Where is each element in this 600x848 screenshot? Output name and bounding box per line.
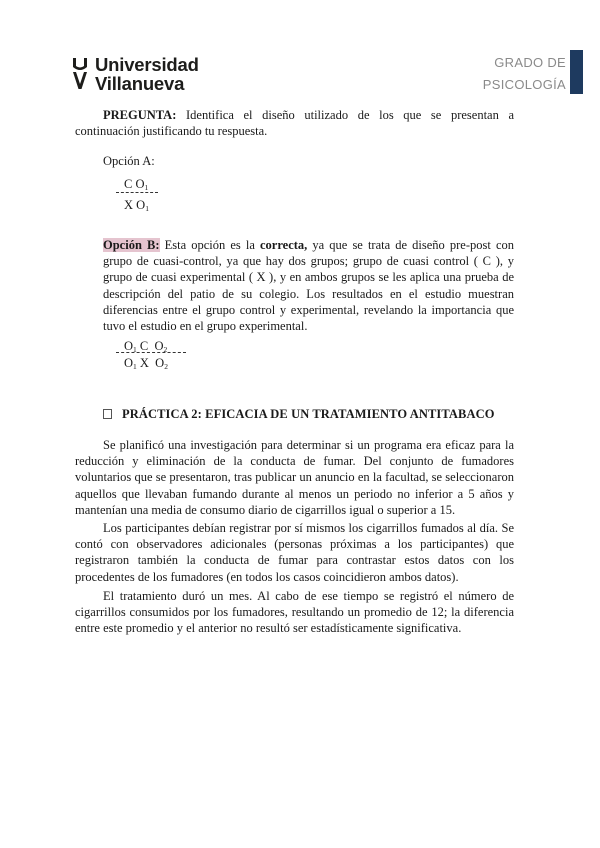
question-text: Identifica el diseño utilizado de los que se presentan a continuación justificando tu respuesta. (75, 108, 514, 139)
option-b-top-sub1: 1 (133, 345, 137, 354)
option-b-label: Opción B: (103, 238, 160, 252)
option-a-bottom-sub: 1 (145, 204, 149, 213)
option-a-bottom-row (124, 197, 149, 217)
option-b-bottom-sub1: 1 (133, 362, 137, 371)
question-label: PREGUNTA: (103, 108, 177, 122)
option-b-bottom-mid: X O (136, 356, 165, 370)
university-emblem-icon (72, 57, 88, 91)
body-paragraph-2: Los participantes debían registrar por sí mismos los cigarrillos fumados al día. Se contó con observadores adicionales (personas próximas a los participantes) que registraron también la conducta de fumar para contrastar estos datos con los procedentes de los fumadores (en todos los casos coincidieron ambos datos). (75, 521, 514, 584)
option-a-top-sub: 1 (144, 183, 149, 192)
option-b-top-o: O (124, 339, 134, 353)
university-line-2: Villanueva (95, 73, 185, 94)
option-b-bottom-sub2: 2 (164, 362, 168, 371)
checkbox-bullet-icon (103, 409, 112, 419)
option-a-bottom-letters: X O (124, 198, 146, 212)
degree-accent-bar (570, 50, 583, 94)
option-b-top-mid: C O (136, 339, 164, 353)
question-paragraph (75, 107, 514, 139)
degree-line-2: PSICOLOGÍA (482, 77, 566, 92)
section-title: PRÁCTICA 2: EFICACIA DE UN TRATAMIENTO ANTITABACO (122, 407, 495, 421)
option-b-text-2: ya que se trata de diseño pre-post con grupo de cuasi-control, ya que hay dos grupos; grupo de cuasi control ( C ), y grupo de cuasi experimental ( X ), y en ambos grupos se les aplica una prueba de descripción del patio de su colegio. Los resultados en el estudio muestran diferencias entre el grupo control y experimental, revelando la importancia que tuvo el estudio en el grupo experimental. (103, 238, 514, 334)
option-b-divider (116, 352, 186, 353)
university-name (95, 55, 199, 93)
option-a-divider (116, 192, 158, 193)
option-a-top-letters: C O (124, 177, 145, 191)
body-paragraph-1: Se planificó una investigación para determinar si un programa era eficaz para la reducción y eliminación de la conducta de fumar. Del conjunto de fumadores voluntarios que se presentaron, tras publicar un anuncio en la facultad, se seleccionaron aquellos que llevaban fumando durante al menos un periodo no inferior a 5 años y mantenían una media de consumo diario de cigarrillos igual o superior a 15. (75, 438, 514, 517)
option-b-top-sub2: 2 (163, 345, 168, 354)
degree-line-1: GRADO DE (494, 55, 566, 70)
degree-label (483, 52, 566, 96)
option-b-bold: correcta, (259, 238, 308, 252)
section-heading (103, 407, 495, 422)
option-b-paragraph (103, 237, 514, 334)
option-b-text-1: Esta opción es la (159, 238, 260, 252)
university-logo (72, 55, 199, 93)
option-a-top-row (124, 176, 148, 196)
option-b-bottom-o: O (124, 356, 134, 370)
body-paragraph-3: El tratamiento duró un mes. Al cabo de ese tiempo se registró el número de cigarrillos consumidos por los fumadores, resultando un promedio de 12; la diferencia entre este promedio y el anterior no resultó ser estadísticamente significativa. (75, 589, 514, 636)
university-line-1: Universidad (95, 54, 199, 75)
option-b-bottom-row (124, 355, 168, 375)
option-a-label: Opción A: (103, 154, 155, 168)
